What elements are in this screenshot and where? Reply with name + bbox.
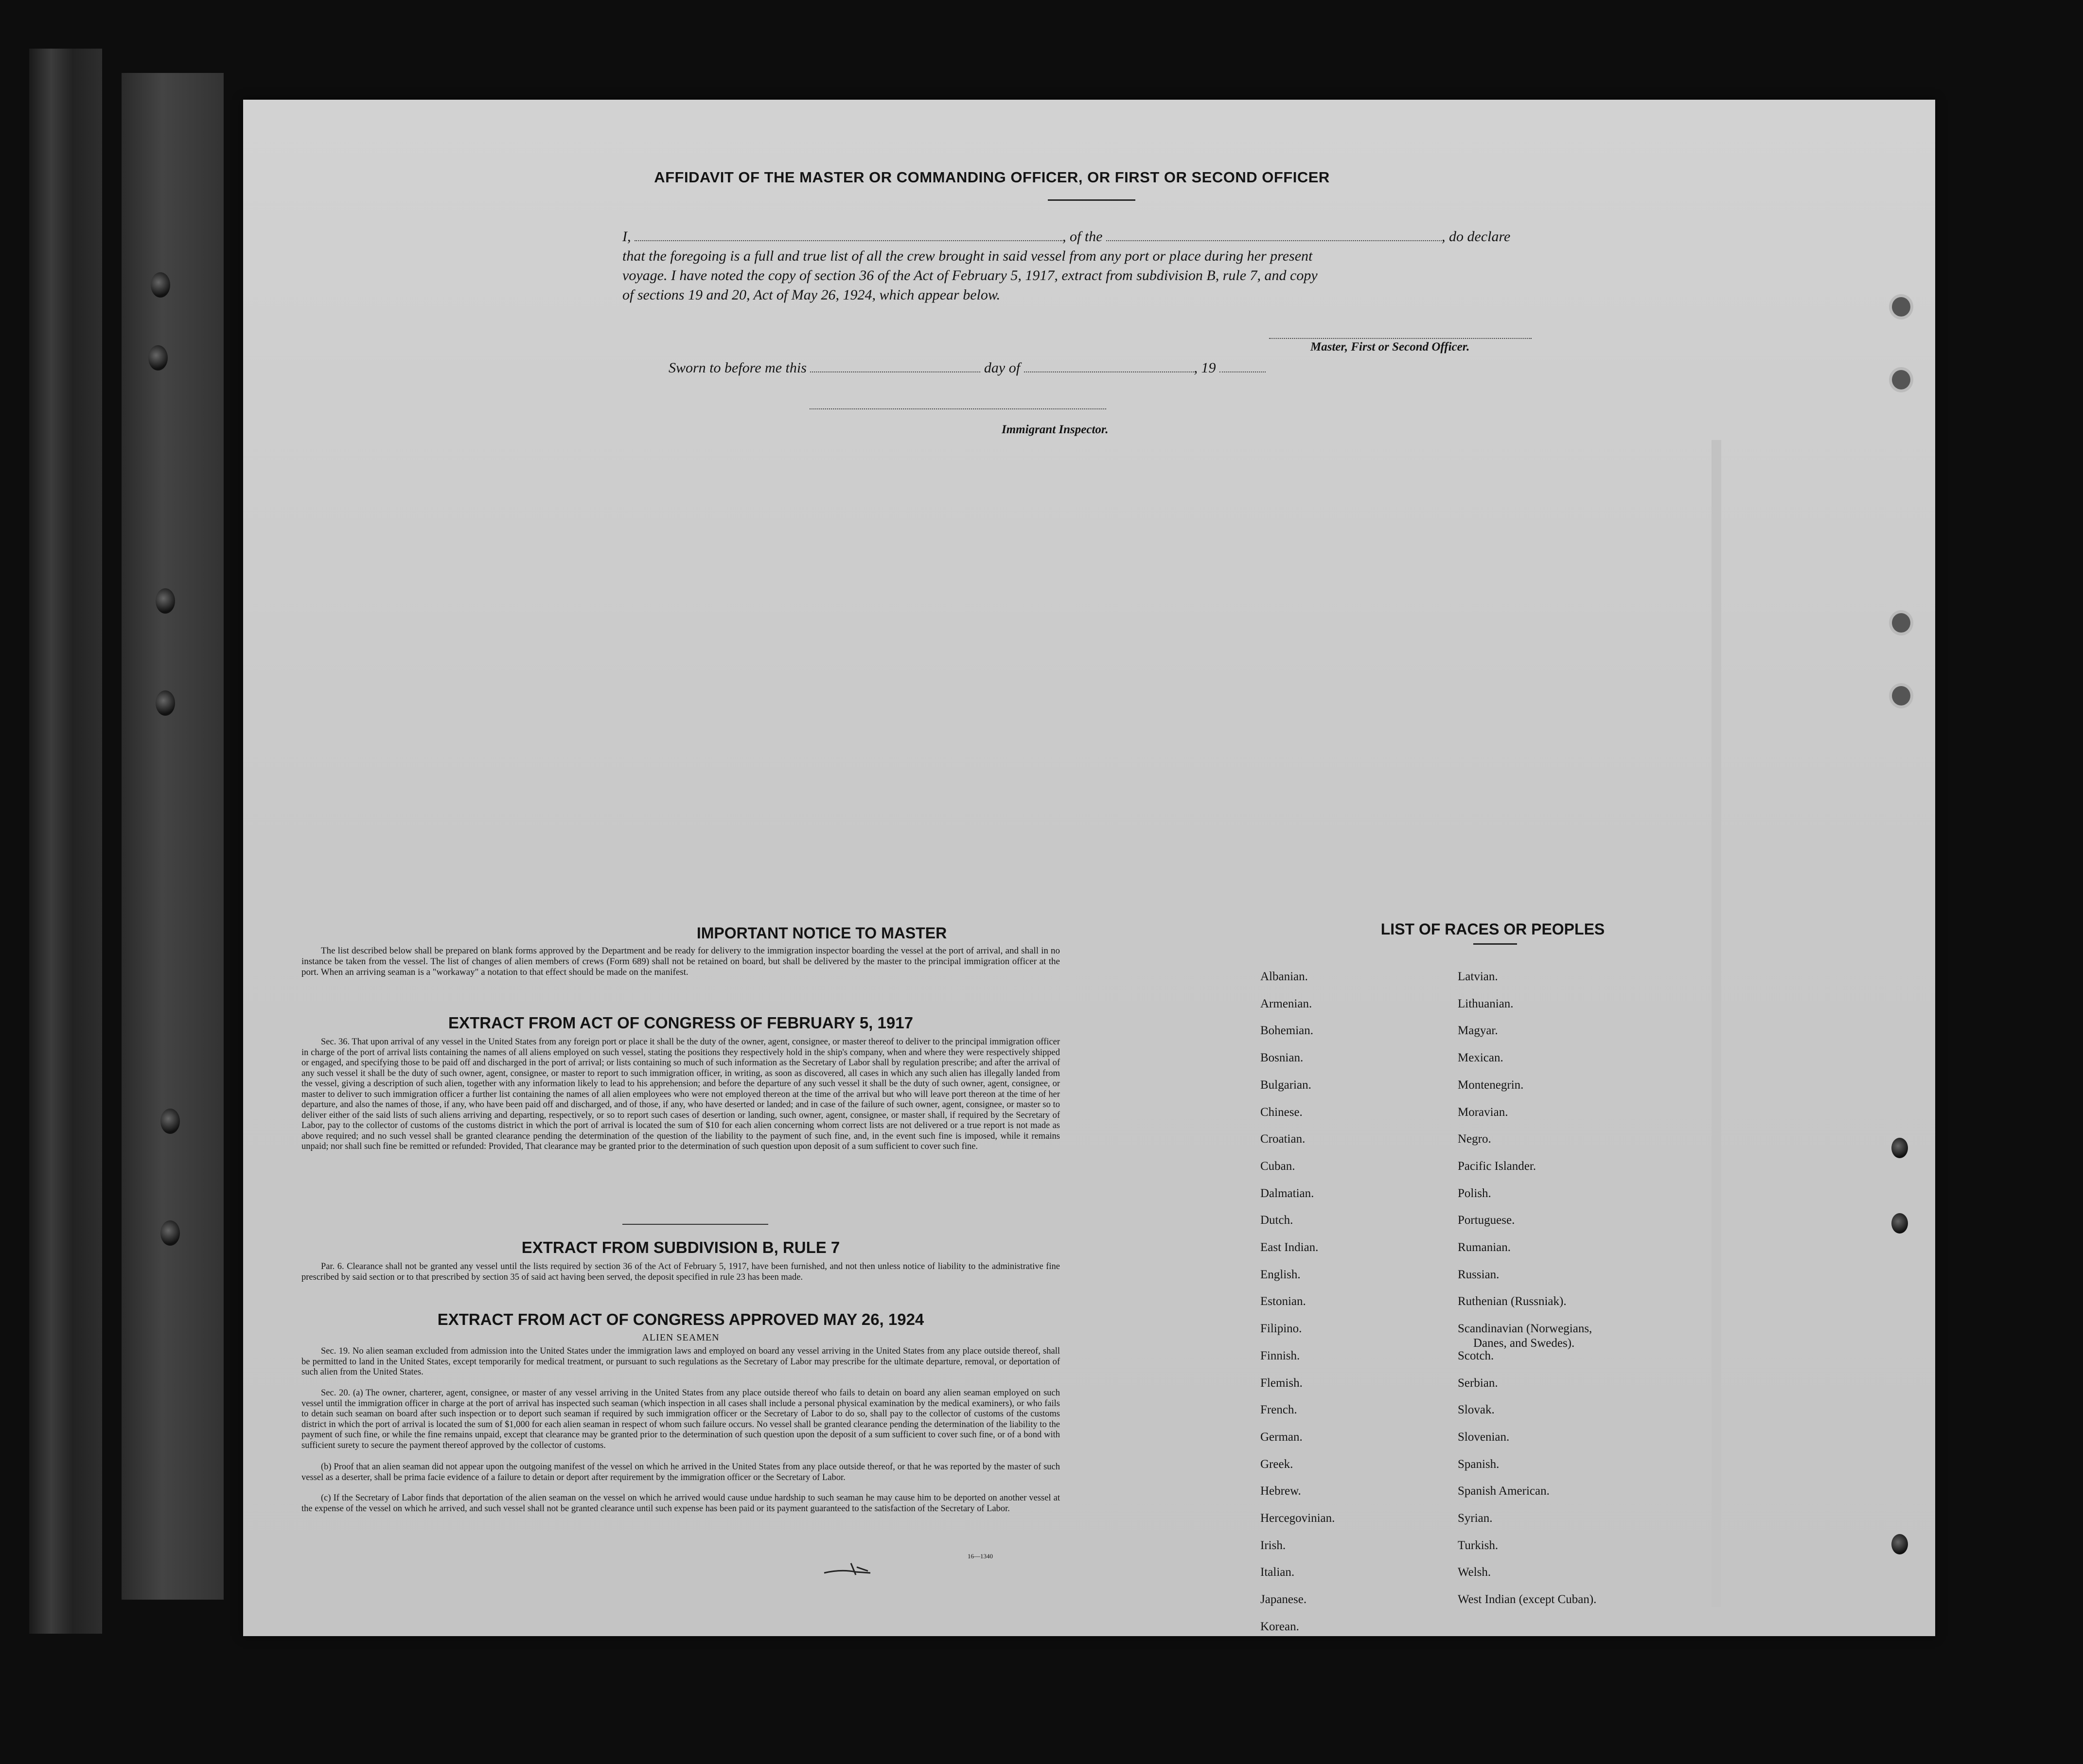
do-declare-text: , do declare [1442, 229, 1511, 245]
race-item: Portuguese. [1458, 1214, 1515, 1227]
race-item: Danes, and Swedes). [1473, 1337, 1575, 1350]
race-item: Slovenian. [1458, 1430, 1510, 1444]
alien-seamen-subtitle: ALIEN SEAMEN [642, 1332, 720, 1343]
race-item: Armenian. [1260, 997, 1312, 1010]
race-item: Bosnian. [1260, 1051, 1304, 1065]
race-item: Hebrew. [1260, 1484, 1301, 1498]
rule7-title: EXTRACT FROM SUBDIVISION B, RULE 7 [521, 1238, 840, 1256]
race-item: Magyar. [1458, 1024, 1498, 1038]
race-item: West Indian (except Cuban). [1458, 1593, 1597, 1606]
race-item: Irish. [1260, 1538, 1286, 1552]
binding-hole [151, 272, 170, 298]
race-item: Hercegovinian. [1260, 1512, 1335, 1525]
notice-body: The list described below shall be prepared on blank forms approved by the Department and be ready for delivery to the immigration inspector boarding the vessel at the port of arrival, and shall in no instance be taken from the vessel. The list of changes of alien members of crews (Form 689) shall not be retained on board, but shall be delivered by the master to the principal immigration officer at the port. When an arriving seaman is a "workaway" a notation to that effect should be made on the manifest. [301, 946, 1060, 977]
race-item: Finnish. [1260, 1349, 1300, 1362]
race-item: Russian. [1458, 1268, 1500, 1281]
race-item: Mexican. [1458, 1051, 1503, 1065]
extract-1924-title: EXTRACT FROM ACT OF CONGRESS APPROVED MAY 26, 1924 [437, 1310, 924, 1328]
race-item: Italian. [1260, 1566, 1295, 1579]
race-item: Ruthenian (Russniak). [1458, 1295, 1567, 1308]
extract-1917-title: EXTRACT FROM ACT OF CONGRESS OF FEBRUARY 5, 1917 [448, 1014, 913, 1032]
affidavit-title: AFFIDAVIT OF THE MASTER OR COMMANDING OFFICER, OR FIRST OR SECOND OFFICER [654, 169, 1330, 186]
race-item: Scotch. [1458, 1349, 1494, 1362]
notice-title: IMPORTANT NOTICE TO MASTER [696, 924, 947, 942]
race-item: Greek. [1260, 1457, 1293, 1471]
sworn-month-field[interactable] [1024, 361, 1194, 372]
title-rule [1048, 199, 1135, 201]
sworn-line [669, 358, 1573, 378]
affidavit-line-3: voyage. I have noted the copy of section 36 of the Act of February 5, 1917, extract from subdivision B, rule 7, and copy [622, 267, 1318, 283]
race-item: Serbian. [1458, 1376, 1498, 1390]
inspector-label: Immigrant Inspector. [1002, 423, 1109, 436]
race-item: Japanese. [1260, 1593, 1307, 1606]
pen-mark-icon [822, 1558, 875, 1578]
year-text: , 19 [1194, 360, 1216, 376]
affidavit-line-1 [622, 227, 1527, 247]
master-signature-line[interactable] [1269, 338, 1532, 339]
race-item: Bohemian. [1260, 1024, 1314, 1038]
page-shadow-stripe [1712, 440, 1721, 1607]
vessel-name-field[interactable] [1106, 229, 1442, 241]
race-item: Pacific Islander. [1458, 1159, 1536, 1173]
race-item: Spanish. [1458, 1457, 1500, 1471]
race-item: Croatian. [1260, 1132, 1306, 1146]
sec-20b-body: (b) Proof that an alien seaman did not appear upon the outgoing manifest of the vessel on which he arrived in the United States from any place outside thereof, or that he was reported by the master of such vessel as a deserter, shall be prima facie evidence of a failure to detain or deport after requirement by the immigration officer or the Secretary of Labor. [301, 1462, 1060, 1482]
race-item: Moravian. [1458, 1105, 1508, 1119]
binding-hole [156, 588, 175, 614]
binding-hole [156, 690, 175, 716]
race-item: Dalmatian. [1260, 1186, 1314, 1200]
binder-rivet [1891, 1138, 1908, 1158]
race-item: Negro. [1458, 1132, 1491, 1146]
form-number: 16—1340 [968, 1552, 993, 1560]
sworn-text: Sworn to before me this [669, 360, 807, 376]
extract-1917-body: Sec. 36. That upon arrival of any vessel in the United States from any foreign port or place it shall be the duty of the owner, agent, consignee, or master thereof to deliver to the principal immigration officer in charge of the port of arrival lists containing the names of all aliens employed on such vessel, stating the positions they respectively hold in the ship's company, when and where they were respectively shipped or engaged, and specifying those to be paid off and discharged in the port of arrival; or lists containing so much of such information as the Secretary of Labor shall by regulation prescribe; and after the arrival of any such vessel it shall be the duty of such owner, agent, consignee, or master to report to such immigration officer, in writing, as soon as discovered, all cases in which any such alien has illegally landed from the vessel, giving a description of such alien, together with any information likely to lead to his apprehension; and before the departure of any such vessel it shall be the duty of such owner, agent, consignee, or master to deliver to such immigration officer a further list containing the names of all alien employees who were not employed thereon at the time of the arrival but who will leave port thereon at the time of her departure, and also the names of those, if any, who have been paid off and discharged, and of those, if any, who have deserted or landed; and in case of the failure of such owner, agent, consignee, or master so to deliver either of the said lists of such aliens arriving and departing, respectively, or so to report such cases of desertion or landing, such owner, agent, consignee, or master shall, if required by the Secretary of Labor, pay to the collector of customs of the customs district in which the port of arrival is located the sum of $10 for each alien concerning whom correct lists are not delivered or a true report is not made as above required; and no such vessel shall be granted clearance pending the determination of the question of the liability to the payment of such fine, and, in the event such fine is imposed, while it remains unpaid; nor shall such fine be remitted or refunded: Provided, That clearance may be granted prior to the determination of such question upon deposit of a sum sufficient to cover such fine. [301, 1037, 1060, 1151]
race-item: Spanish American. [1458, 1484, 1550, 1498]
binding-band [122, 73, 224, 1600]
race-item: Korean. [1260, 1620, 1299, 1633]
race-item: Scandinavian (Norwegians, [1458, 1322, 1592, 1336]
binding-hole [160, 1220, 180, 1246]
race-item: Montenegrin. [1458, 1078, 1524, 1092]
binding-hole [148, 345, 168, 370]
race-item: Lithuanian. [1458, 997, 1514, 1010]
race-item: Chinese. [1260, 1105, 1303, 1119]
race-item: Cuban. [1260, 1159, 1295, 1173]
of-the-text: , of the [1062, 229, 1103, 245]
race-item: English. [1260, 1268, 1301, 1281]
sec-20a-body: Sec. 20. (a) The owner, charterer, agent, consignee, or master of any vessel arriving in the United States from any place outside thereof who fails to detain on board any alien seaman employed on such vessel until the immigration officer in charge at the port of arrival has inspected such seaman (which inspection in all cases shall include a personal physical examination by the medical examiners), or who fails to detain such seaman on board after such inspection or to deport such seaman if required by such immigration officer or the Secretary of Labor to do so, shall pay to the collector of customs of the customs district in which the port of arrival is located the sum of $1,000 for each alien seaman in respect of whom such failure occurs. No vessel shall be granted clearance pending the determination of the liability to the payment of such fine, or while the fine remains unpaid, except that clearance may be granted prior to the determination of such question upon the deposit of a sum sufficient to cover such fine, or of a bond with sufficient surety to secure the payment thereof approved by the collector of customs. [301, 1388, 1060, 1450]
master-name-field[interactable] [635, 229, 1062, 241]
binding-edge [29, 49, 102, 1634]
race-item: Estonian. [1260, 1295, 1306, 1308]
affidavit-i: I, [622, 229, 631, 245]
race-item: Filipino. [1260, 1322, 1302, 1336]
race-item: Syrian. [1458, 1512, 1493, 1525]
sworn-day-field[interactable] [810, 361, 980, 372]
inspector-signature-line[interactable] [810, 408, 1106, 409]
sworn-year-field[interactable] [1219, 361, 1266, 372]
race-item: Slovak. [1458, 1403, 1495, 1417]
races-title: LIST OF RACES OR PEOPLES [1380, 920, 1605, 938]
binder-rivet [1891, 1213, 1908, 1234]
sec-20c-body: (c) If the Secretary of Labor finds that deportation of the alien seaman on the vessel on which he arrived would cause undue hardship to such seaman he may cause him to be deported on another vessel at the expense of the vessel on which he arrived, and such vessel shall not be granted clearance until such expense has been paid or its payment guaranteed to the satisfaction of the Secretary of Labor. [301, 1493, 1060, 1514]
races-title-rule [1473, 943, 1517, 945]
binder-ring [1889, 367, 1913, 392]
master-signature-label: Master, First or Second Officer. [1310, 340, 1470, 353]
race-item: Rumanian. [1458, 1241, 1511, 1254]
race-item: Polish. [1458, 1186, 1491, 1200]
race-item: Bulgarian. [1260, 1078, 1311, 1092]
day-of-text: day of [984, 360, 1021, 376]
affidavit-line-4: of sections 19 and 20, Act of May 26, 1924, which appear below. [622, 287, 1001, 303]
race-item: Welsh. [1458, 1566, 1491, 1579]
affidavit-line-2: that the foregoing is a full and true list of all the crew brought in said vessel from any port or place during her present [622, 248, 1313, 264]
race-item: Flemish. [1260, 1376, 1303, 1390]
race-item: East Indian. [1260, 1241, 1319, 1254]
race-item: French. [1260, 1403, 1297, 1417]
rule7-body: Par. 6. Clearance shall not be granted any vessel until the lists required by section 36 of the Act of February 5, 1917, have been furnished, and not then unless notice of liability to the administrative fine prescribed by said section or to that prescribed by section 35 of said act having been served, the deposit specified in rule 23 has been made. [301, 1262, 1060, 1282]
form-page [243, 100, 1935, 1636]
section-divider [622, 1224, 768, 1225]
binder-ring [1889, 294, 1913, 319]
binding-hole [160, 1109, 180, 1134]
sec-19-body: Sec. 19. No alien seaman excluded from admission into the United States under the immigration laws and employed on board any vessel arriving in the United States from any place outside thereof, shall be permitted to land in the United States, except temporarily for medical treatment, or pursuant to such regulations as the Secretary of Labor may prescribe for the ultimate departure, removal, or deportation of such alien from the United States. [301, 1346, 1060, 1377]
race-item: Latvian. [1458, 970, 1498, 983]
binder-ring [1889, 683, 1913, 708]
race-item: Albanian. [1260, 970, 1308, 983]
binder-ring [1889, 610, 1913, 635]
race-item: Dutch. [1260, 1214, 1293, 1227]
binder-rivet [1891, 1534, 1908, 1554]
race-item: German. [1260, 1430, 1303, 1444]
race-item: Turkish. [1458, 1538, 1499, 1552]
